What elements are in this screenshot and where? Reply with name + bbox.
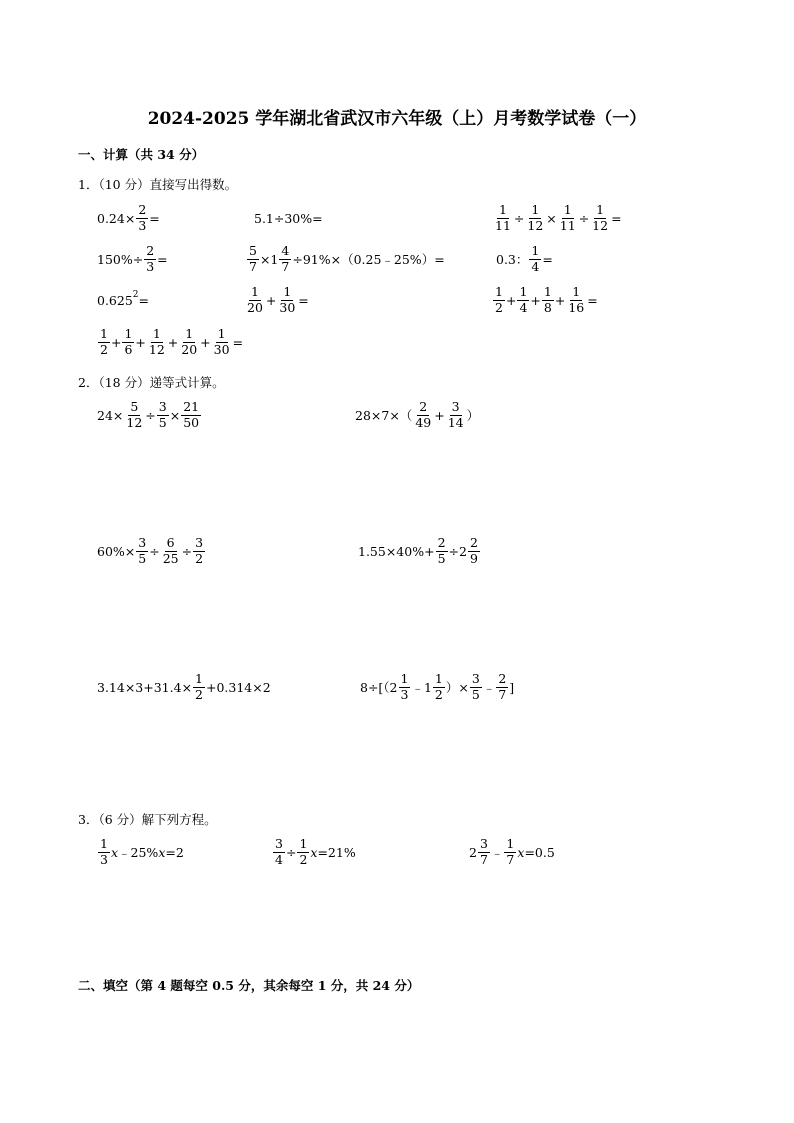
denominator: 2: [195, 686, 203, 702]
fraction: [493, 286, 505, 314]
operator: =: [298, 292, 309, 308]
denominator: 30: [213, 341, 230, 357]
fraction: [161, 537, 181, 565]
numerator: 2: [419, 399, 428, 414]
fraction: [193, 537, 205, 565]
denominator: 8: [543, 299, 552, 315]
denominator: 12: [126, 414, 143, 430]
expr-1-20-plus-1-30: [244, 286, 309, 314]
operator: ÷: [578, 210, 590, 226]
numerator: 1: [400, 671, 409, 686]
denominator: 50: [183, 414, 200, 430]
numerator: 2: [146, 243, 155, 258]
denominator: 9: [469, 550, 478, 566]
variable: x: [310, 844, 318, 860]
denominator: 3: [146, 258, 155, 274]
operator: ×: [169, 407, 181, 423]
denominator: 3: [100, 851, 108, 867]
fraction: [558, 204, 578, 232]
denominator: 2: [100, 341, 108, 357]
operator: ﹣: [482, 680, 496, 695]
operator: +: [505, 292, 517, 308]
denominator: 11: [559, 217, 576, 233]
numerator: 3: [158, 399, 167, 414]
numerator: 1: [543, 284, 552, 299]
operator: ×: [546, 210, 557, 226]
operator: +: [200, 334, 211, 350]
denominator: 7: [281, 258, 290, 274]
fraction: [436, 537, 448, 565]
denominator: 30: [279, 299, 296, 315]
fraction: [179, 328, 199, 356]
operator: ÷: [149, 543, 160, 559]
operator: ÷: [145, 407, 156, 423]
operator: +: [265, 292, 277, 308]
fraction: [136, 204, 148, 232]
operator: +: [110, 334, 122, 350]
fraction: [277, 286, 297, 314]
expr-text: =21%: [317, 844, 356, 860]
expr-8-div-bracket: [360, 673, 514, 701]
denominator: 4: [275, 851, 283, 867]
fraction: [433, 673, 445, 701]
operator: ﹣: [490, 845, 504, 860]
numerator: 2: [138, 202, 147, 217]
fraction: [468, 537, 480, 565]
fraction: [529, 245, 541, 273]
page-title: 2024-2025 学年湖北省武汉市六年级（上）月考数学试卷（一）: [147, 109, 647, 129]
numerator: 1: [434, 671, 443, 686]
numerator: 1: [563, 202, 572, 217]
operator: +: [167, 334, 179, 350]
numerator: 3: [471, 671, 480, 686]
operator: =: [587, 292, 598, 308]
fraction: [566, 286, 586, 314]
expr-fraction-chain-1: [492, 204, 622, 232]
variable: x: [517, 844, 525, 860]
numerator: 3: [479, 836, 488, 851]
denominator: 3: [138, 217, 147, 233]
equation-1: [97, 838, 184, 866]
numerator: 6: [166, 535, 175, 550]
operator: =: [232, 334, 244, 350]
fraction: [297, 838, 309, 866]
fraction: [446, 401, 466, 429]
denominator: 3: [400, 686, 409, 702]
numerator: 1: [250, 284, 259, 299]
denominator: 2: [495, 299, 503, 315]
expr-text: 2: [469, 844, 477, 860]
expr-5.1-div-30pct: [254, 211, 323, 226]
question-3-prompt: 3．（6 分）解下列方程。: [78, 812, 217, 827]
denominator: 25: [162, 550, 179, 566]
fraction: [245, 286, 265, 314]
numerator: 1: [506, 836, 515, 851]
fraction: [247, 245, 259, 273]
denominator: 16: [568, 299, 585, 315]
expr-text: ）: [466, 408, 480, 423]
operator: ÷: [181, 543, 193, 559]
numerator: 1: [195, 671, 203, 686]
fraction: [122, 328, 134, 356]
numerator: 3: [451, 399, 460, 414]
denominator: 7: [249, 258, 257, 274]
fraction: [413, 401, 433, 429]
fraction: [517, 286, 529, 314]
expr-text: ）×: [445, 680, 469, 695]
section-1-heading: 一、计算（共 34 分）: [78, 147, 205, 162]
denominator: 7: [506, 851, 515, 867]
operator: =: [611, 210, 622, 226]
fraction: [399, 673, 411, 701]
exponent: 2: [132, 289, 139, 300]
expr-0.24-times-2-3: [97, 204, 160, 232]
numerator: 1: [217, 326, 226, 341]
denominator: 12: [592, 217, 609, 233]
expr-text: 0.625: [97, 293, 133, 308]
fraction: [144, 245, 156, 273]
fraction: [478, 838, 490, 866]
expr-24-times-fractions: [97, 401, 202, 429]
fraction: [542, 286, 554, 314]
fraction: [212, 328, 232, 356]
denominator: 5: [138, 550, 147, 566]
expr-text: 150%÷: [97, 251, 144, 267]
operator: +: [554, 292, 566, 308]
denominator: 2: [434, 686, 443, 702]
fraction: [504, 838, 516, 866]
expr-0.625-squared: [97, 289, 150, 308]
expr-text: 60%×: [97, 543, 136, 559]
expr-text: 0.24×: [97, 210, 136, 226]
numerator: 1: [152, 326, 161, 341]
question-1-prompt: 1．（10 分）直接写出得数。: [78, 177, 238, 192]
numerator: 4: [281, 243, 290, 258]
operator: +: [434, 407, 445, 423]
expr-text: 0.3：: [496, 252, 529, 267]
numerator: 1: [519, 284, 528, 299]
numerator: 1: [531, 202, 540, 217]
expr-text: 28×7×（: [355, 408, 413, 423]
expr-text: ÷91%×（0.25﹣25%）=: [292, 252, 445, 267]
fraction: [98, 838, 110, 866]
denominator: 20: [181, 341, 198, 357]
expr-text: 8÷[（2: [360, 680, 398, 695]
expr-1.55-times-40pct: [358, 537, 481, 565]
fraction: [136, 537, 148, 565]
operator: ÷: [285, 844, 297, 860]
equation-3: [469, 838, 555, 866]
denominator: 4: [531, 258, 540, 274]
denominator: 6: [124, 341, 133, 357]
numerator: 1: [299, 836, 308, 851]
numerator: 1: [283, 284, 292, 299]
numerator: 1: [596, 202, 605, 217]
expr-halves-sum: [492, 286, 598, 314]
expr-text: ×1: [259, 251, 279, 267]
numerator: 1: [100, 326, 108, 341]
fraction: [157, 401, 169, 429]
expr-text: 1.55×40%+: [358, 543, 435, 559]
expr-unit-fraction-sum: [97, 328, 243, 356]
denominator: 5: [471, 686, 480, 702]
denominator: 12: [527, 217, 544, 233]
fraction: [496, 673, 508, 701]
expr-text: =: [138, 293, 150, 308]
expr-text: =0.5: [524, 844, 555, 860]
numerator: 1: [185, 326, 194, 341]
expr-text: ﹣25%: [118, 845, 159, 860]
operator: ÷: [513, 210, 525, 226]
expr-60pct-chain: [97, 537, 206, 565]
expr-text: ﹣1: [411, 680, 432, 695]
expr-28-times-7-distributive: [355, 401, 479, 429]
numerator: 2: [498, 671, 507, 686]
fraction: [147, 328, 167, 356]
variable: x: [158, 844, 166, 860]
numerator: 3: [138, 535, 147, 550]
fraction: [193, 673, 205, 701]
question-2-prompt: 2．（18 分）递等式计算。: [78, 375, 225, 390]
denominator: 7: [479, 851, 488, 867]
numerator: 1: [531, 243, 540, 258]
fraction: [279, 245, 291, 273]
denominator: 5: [437, 550, 446, 566]
numerator: 5: [249, 243, 257, 258]
fraction: [470, 673, 482, 701]
expr-text: 5.1÷30%=: [254, 211, 323, 226]
expr-ratio-0.3-1-4: [496, 245, 553, 273]
expr-text: =2: [165, 844, 184, 860]
denominator: 7: [498, 686, 507, 702]
fraction: [493, 204, 513, 232]
variable: x: [110, 844, 119, 860]
fraction: [273, 838, 285, 866]
expr-text: 24×: [97, 407, 124, 423]
expr-150pct-div-2-3: [97, 245, 168, 273]
expr-text: ]: [509, 679, 515, 695]
equation-2: [272, 838, 356, 866]
fraction: [124, 401, 144, 429]
denominator: 2: [195, 550, 204, 566]
fraction: [525, 204, 545, 232]
denominator: 20: [247, 299, 263, 315]
denominator: 2: [299, 851, 308, 867]
numerator: 1: [495, 284, 503, 299]
denominator: 14: [447, 414, 464, 430]
expr-text: =: [149, 210, 160, 226]
numerator: 2: [437, 535, 446, 550]
operator: +: [135, 334, 146, 350]
numerator: 21: [183, 399, 200, 414]
denominator: 5: [158, 414, 167, 430]
denominator: 49: [415, 414, 432, 430]
section-2-heading: 二、填空（第 4 题每空 0.5 分，其余每空 1 分，共 24 分）: [78, 978, 420, 993]
expr-text: =: [157, 251, 168, 267]
denominator: 12: [148, 341, 165, 357]
expr-3.14-distributive: [97, 673, 271, 701]
numerator: 1: [124, 326, 133, 341]
numerator: 3: [195, 535, 204, 550]
fraction: [98, 328, 110, 356]
numerator: 5: [130, 399, 139, 414]
operator: +: [530, 292, 541, 308]
expr-text: +0.314×2: [206, 679, 271, 695]
numerator: 2: [469, 535, 478, 550]
numerator: 3: [275, 836, 283, 851]
fraction: [590, 204, 610, 232]
denominator: 11: [495, 217, 511, 233]
fraction: [181, 401, 201, 429]
expr-text: =: [542, 251, 553, 267]
numerator: 1: [498, 202, 507, 217]
expr-text: 3.14×3+31.4×: [97, 679, 193, 695]
numerator: 1: [100, 836, 108, 851]
expr-5-7-times-mixed: [246, 245, 445, 273]
numerator: 1: [572, 284, 581, 299]
denominator: 4: [519, 299, 528, 315]
expr-text: ÷2: [448, 543, 467, 559]
